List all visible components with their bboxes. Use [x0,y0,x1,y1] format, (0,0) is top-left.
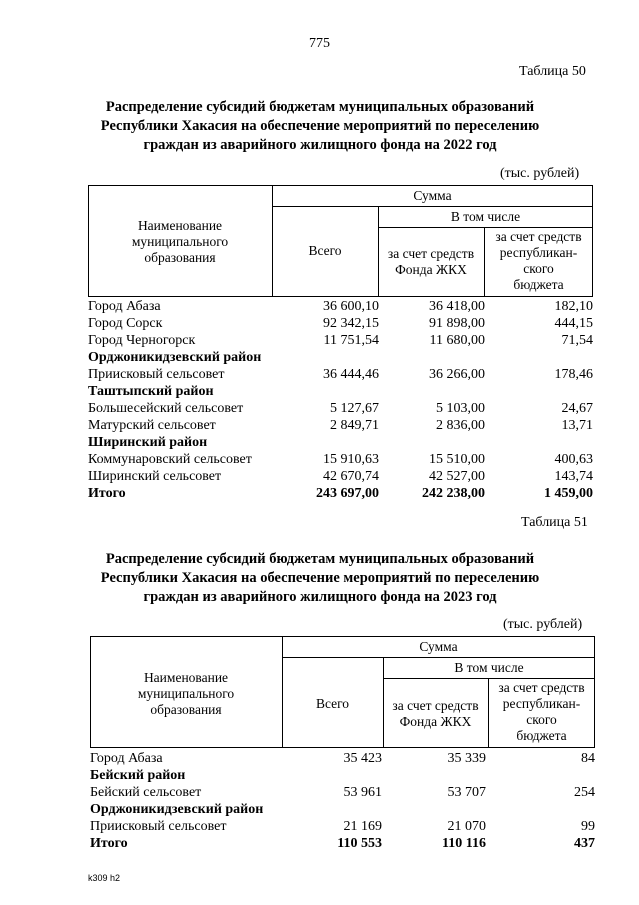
table-row [88,400,593,417]
page-number: 775 [309,36,330,51]
row-name: Орджоникидзевский район [88,350,262,365]
header-name: Наименование муниципального образования [137,670,235,717]
table-row [88,468,593,485]
row-total: 53 961 [343,785,382,800]
row-fund: 53 707 [447,785,486,800]
unit-label: (тыс. рублей) [503,617,583,632]
table-row-total [90,835,595,852]
table-label: Таблица 51 [521,515,588,530]
row-republic: 1 459,00 [544,486,593,501]
table-label: Таблица 50 [519,64,586,79]
header-total: Всего [315,696,350,711]
row-republic: 24,67 [561,401,593,416]
table-row [88,315,593,332]
table-row [88,298,593,315]
row-total: 21 169 [343,819,382,834]
row-republic: 143,74 [554,469,593,484]
row-name: Орджоникидзевский район [90,802,264,817]
row-fund: 91 898,00 [429,316,485,331]
row-name: Ширинский сельсовет [88,469,222,484]
row-name: Ширинский район [88,435,208,450]
row-fund: 15 510,00 [429,452,485,467]
row-name: Приисковый сельсовет [88,367,225,382]
header-republic: за счет средств республикан- ского бюджета [498,680,585,743]
row-name: Город Абаза [90,751,163,766]
row-total: 11 751,54 [323,333,379,348]
row-name: Таштыпский район [88,384,214,399]
row-fund: 42 527,00 [429,469,485,484]
row-republic: 13,71 [561,418,593,433]
row-fund: 21 070 [447,819,486,834]
row-republic: 178,46 [554,367,593,382]
row-total: 110 553 [337,836,382,851]
row-name: Итого [90,836,128,851]
row-republic: 84 [581,751,595,766]
row-fund: 35 339 [447,751,486,766]
header-fund: за счет средств Фонда ЖКХ [392,698,479,729]
divider [272,206,593,207]
row-total: 15 910,63 [323,452,379,467]
row-republic: 400,63 [554,452,593,467]
table-row [90,784,595,801]
row-total: 42 670,74 [323,469,379,484]
row-republic: 71,54 [561,333,593,348]
table-row-group [88,349,593,366]
row-republic: 444,15 [554,316,593,331]
table-row [88,417,593,434]
row-name: Бейский район [90,768,186,783]
divider [378,227,593,228]
row-total: 36 600,10 [323,299,379,314]
row-name: Город Черногорск [88,333,196,348]
table-row [88,366,593,383]
divider [282,657,595,658]
table-row [90,750,595,767]
header-fund: за счет средств Фонда ЖКХ [387,246,475,277]
table-row-group [88,383,593,400]
row-name: Итого [88,486,126,501]
footer-code: k309 h2 [88,873,121,883]
header-including: В том числе [450,209,521,224]
row-fund: 36 418,00 [429,299,485,314]
row-name: Матурский сельсовет [88,418,216,433]
row-name: Коммунаровский сельсовет [88,452,252,467]
table-row-total [88,485,593,502]
row-total: 5 127,67 [330,401,379,416]
row-fund: 5 103,00 [436,401,485,416]
row-name: Город Сорск [88,316,163,331]
row-total: 92 342,15 [323,316,379,331]
row-fund: 110 116 [442,836,486,851]
table-row [90,818,595,835]
table-row [88,332,593,349]
row-republic: 254 [574,785,595,800]
row-fund: 242 238,00 [422,486,485,501]
header-total: Всего [308,243,342,258]
table-row-group [90,801,595,818]
table-title: Распределение субсидий бюджетам муниципальных образований Республики Хакасия на обеспечение мероприятий по переселению граждан из аварийного жилищного фонда на 2023 год [100,551,540,605]
header-republic: за счет средств республикан- ского бюджета [495,229,582,292]
row-total: 35 423 [343,751,382,766]
row-fund: 2 836,00 [436,418,485,433]
table-row-group [90,767,595,784]
row-total: 243 697,00 [316,486,379,501]
unit-label: (тыс. рублей) [500,166,580,181]
header-sum: Сумма [419,639,458,654]
row-name: Большесейский сельсовет [88,401,244,416]
table-row-group [88,434,593,451]
row-total: 36 444,46 [323,367,379,382]
row-name: Город Абаза [88,299,161,314]
row-fund: 36 266,00 [429,367,485,382]
divider [383,678,595,679]
header-sum: Сумма [413,188,452,203]
row-name: Приисковый сельсовет [90,819,227,834]
row-total: 2 849,71 [330,418,379,433]
header-including: В том числе [454,660,524,675]
table-title: Распределение субсидий бюджетам муниципальных образований Республики Хакасия на обеспечение мероприятий по переселению граждан из аварийного жилищного фонда на 2022 год [100,99,540,153]
row-republic: 437 [574,836,595,851]
row-republic: 182,10 [554,299,593,314]
header-name: Наименование муниципального образования [131,218,229,265]
table-row [88,451,593,468]
row-republic: 99 [581,819,595,834]
row-fund: 11 680,00 [429,333,485,348]
row-name: Бейский сельсовет [90,785,202,800]
